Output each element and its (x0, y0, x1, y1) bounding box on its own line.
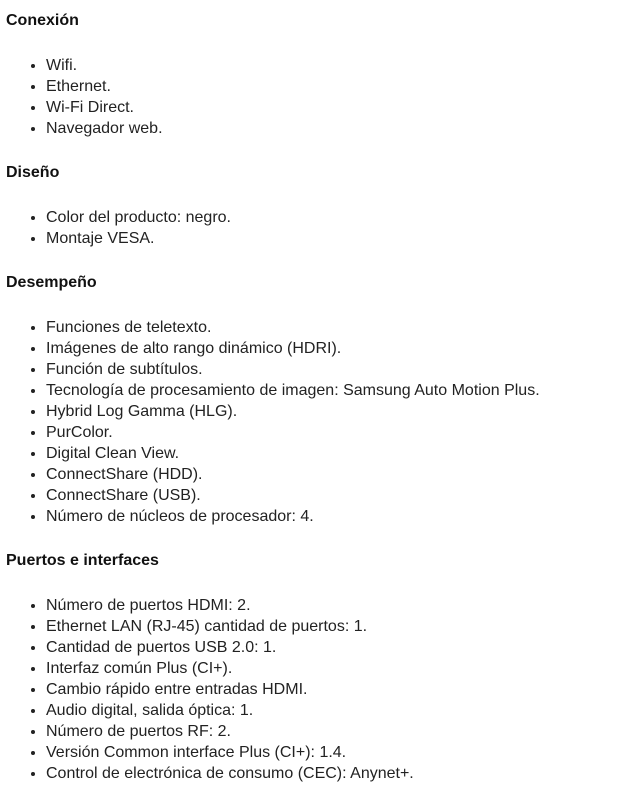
section-title: Desempeño (6, 274, 97, 291)
list-item: • ConnectShare (HDD). (46, 464, 617, 485)
list-item: • Wifi. (46, 55, 617, 76)
list-item: • Audio digital, salida óptica: 1. (46, 700, 617, 721)
spec-list (6, 595, 617, 784)
list-item: • Número de puertos RF: 2. (46, 721, 617, 742)
section-diseno (6, 163, 617, 249)
list-item: • Hybrid Log Gamma (HLG). (46, 401, 617, 422)
section-puertos-interfaces (6, 551, 617, 784)
list-item: • PurColor. (46, 422, 617, 443)
spec-list (6, 317, 617, 527)
spec-list (6, 55, 617, 139)
list-item: • Cambio rápido entre entradas HDMI. (46, 679, 617, 700)
spec-list (6, 207, 617, 249)
list-item: • Versión Common interface Plus (CI+): 1.4. (46, 742, 617, 763)
list-item: • Tecnología de procesamiento de imagen: Samsung Auto Motion Plus. (46, 380, 617, 401)
list-item: • Número de puertos HDMI: 2. (46, 595, 617, 616)
list-item: • Color del producto: negro. (46, 207, 617, 228)
list-item: • Wi-Fi Direct. (46, 97, 617, 118)
list-item: • Cantidad de puertos USB 2.0: 1. (46, 637, 617, 658)
list-item: • Montaje VESA. (46, 228, 617, 249)
section-desempeno (6, 273, 617, 527)
list-item: • Imágenes de alto rango dinámico (HDRI). (46, 338, 617, 359)
list-item: • Función de subtítulos. (46, 359, 617, 380)
list-item: • Control de electrónica de consumo (CEC): Anynet+. (46, 763, 617, 784)
list-item: • Navegador web. (46, 118, 617, 139)
list-item: • Interfaz común Plus (CI+). (46, 658, 617, 679)
list-item: • Ethernet. (46, 76, 617, 97)
list-item: • Digital Clean View. (46, 443, 617, 464)
section-title: Diseño (6, 164, 60, 181)
section-title: Conexión (6, 12, 79, 29)
list-item: • ConnectShare (USB). (46, 485, 617, 506)
section-conexion (6, 0, 617, 139)
list-item: • Número de núcleos de procesador: 4. (46, 506, 617, 527)
section-title: Puertos e interfaces (6, 552, 159, 569)
list-item: • Funciones de teletexto. (46, 317, 617, 338)
list-item: • Ethernet LAN (RJ-45) cantidad de puertos: 1. (46, 616, 617, 637)
